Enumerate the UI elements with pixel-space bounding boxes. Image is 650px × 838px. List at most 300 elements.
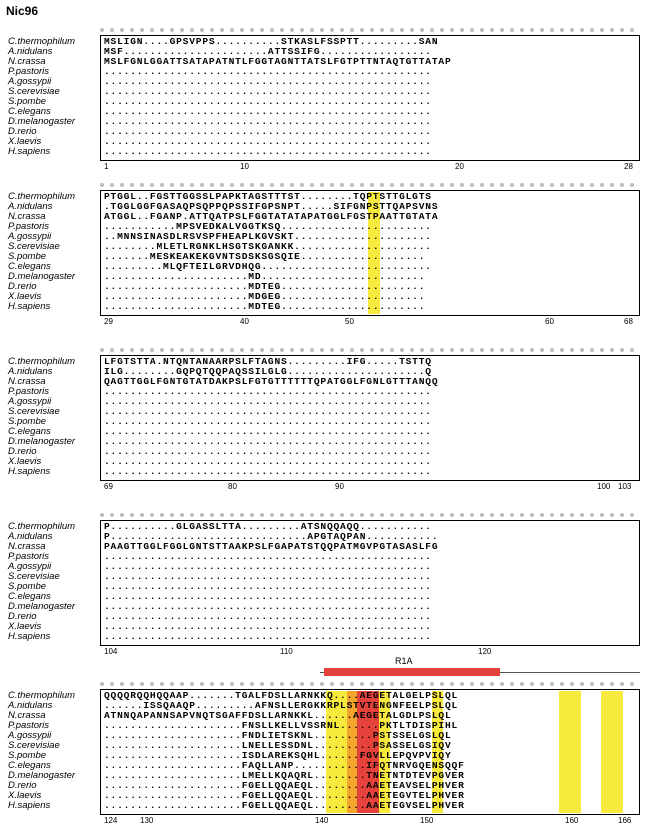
sequence-row: .................................................. — [104, 127, 432, 137]
conservation-dot — [270, 183, 274, 187]
sequence-row: .................................................. — [104, 117, 432, 127]
alignment-block — [0, 656, 650, 830]
conservation-dot — [240, 28, 244, 32]
conservation-dot — [120, 513, 124, 517]
conservation-dot — [620, 28, 624, 32]
ruler-tick-label: 69 — [104, 482, 113, 491]
sequence-row: LFGTSTTA.NTQNTANAARPSLFTAGNS.........IFG.....TSTTQ — [104, 357, 432, 367]
conservation-dot — [350, 28, 354, 32]
conservation-dot — [580, 28, 584, 32]
conservation-dot — [130, 28, 134, 32]
conservation-dot — [550, 28, 554, 32]
sequence-row: PAAGTTGGLFGGLGNTSTTAAKPSLFGAPATSTQQPATMGVPGTASASLFG — [104, 542, 439, 552]
conservation-dot — [420, 28, 424, 32]
conservation-dot — [570, 513, 574, 517]
conservation-dot — [320, 682, 324, 686]
conservation-dot — [170, 682, 174, 686]
conservation-dot — [410, 183, 414, 187]
conservation-dot — [400, 513, 404, 517]
species-name: H.sapiens — [8, 466, 51, 477]
conservation-dot — [420, 682, 424, 686]
conservation-dot — [170, 28, 174, 32]
conservation-dot — [530, 682, 534, 686]
conservation-dot — [310, 513, 314, 517]
conservation-dot — [420, 183, 424, 187]
conservation-dot — [530, 348, 534, 352]
conservation-dot — [160, 348, 164, 352]
species-name: X.laevis — [8, 291, 42, 302]
conservation-dot — [250, 348, 254, 352]
ruler-tick-label: 100 — [597, 482, 611, 491]
conservation-dot — [310, 348, 314, 352]
conservation-dot — [320, 28, 324, 32]
sequence-row: .................................................. — [104, 632, 432, 642]
conservation-dot — [460, 183, 464, 187]
conservation-dot — [540, 348, 544, 352]
species-name: C.thermophilum — [8, 36, 76, 47]
conservation-dot — [590, 348, 594, 352]
species-name: C.elegans — [8, 106, 51, 117]
sequence-row: .................................................. — [104, 387, 432, 397]
conservation-dot — [330, 28, 334, 32]
conservation-dot — [460, 28, 464, 32]
conservation-dot — [530, 513, 534, 517]
conservation-dot — [380, 513, 384, 517]
conservation-dot — [490, 348, 494, 352]
species-name: C.elegans — [8, 261, 51, 272]
sequence-row: .....................FGELLQQAEQL........AAETEGVSELPHVER — [104, 801, 465, 811]
conservation-dot — [290, 183, 294, 187]
conservation-dot — [210, 513, 214, 517]
species-name: D.melanogaster — [8, 271, 76, 282]
conservation-dot — [430, 513, 434, 517]
species-name: X.laevis — [8, 456, 42, 467]
species-name: P.pastoris — [8, 66, 50, 77]
conservation-dot — [190, 28, 194, 32]
position-ruler — [100, 160, 640, 173]
species-name: D.rerio — [8, 611, 37, 622]
conservation-dot — [370, 28, 374, 32]
conservation-dot — [130, 682, 134, 686]
conservation-dot — [400, 682, 404, 686]
species-name: S.pombe — [8, 416, 47, 427]
conservation-dot — [580, 513, 584, 517]
conservation-dot — [270, 682, 274, 686]
conservation-dot — [400, 183, 404, 187]
sequence-row: .................................................. — [104, 592, 432, 602]
species-name: A.nidulans — [8, 366, 53, 377]
conservation-dot — [220, 183, 224, 187]
sequence-row: .................................................. — [104, 87, 432, 97]
conservation-dot — [270, 28, 274, 32]
conservation-dot — [270, 513, 274, 517]
conservation-dot — [460, 513, 464, 517]
conservation-dot — [150, 348, 154, 352]
conservation-dot — [140, 682, 144, 686]
conservation-dot — [260, 28, 264, 32]
species-name: H.sapiens — [8, 631, 51, 642]
conservation-dot — [130, 183, 134, 187]
conservation-dot — [330, 513, 334, 517]
conservation-dot — [400, 28, 404, 32]
conservation-dot — [470, 348, 474, 352]
species-name: S.cerevisiae — [8, 241, 60, 252]
conservation-dot — [300, 183, 304, 187]
conservation-dot — [500, 28, 504, 32]
conservation-dot — [200, 513, 204, 517]
conservation-dot — [580, 682, 584, 686]
species-name: C.elegans — [8, 591, 51, 602]
conservation-dot — [110, 682, 114, 686]
species-name: C.thermophilum — [8, 521, 76, 532]
conservation-dot — [440, 28, 444, 32]
conservation-dot — [180, 183, 184, 187]
figure-title: Nic96 — [6, 4, 39, 18]
species-name: H.sapiens — [8, 301, 51, 312]
species-name: H.sapiens — [8, 800, 51, 811]
conservation-dot — [150, 513, 154, 517]
conservation-dot — [350, 513, 354, 517]
conservation-dot — [480, 513, 484, 517]
alignment-block — [0, 348, 650, 508]
species-name: S.cerevisiae — [8, 571, 60, 582]
conservation-dot — [580, 183, 584, 187]
position-ruler — [100, 814, 640, 827]
ruler-tick-label: 130 — [140, 816, 154, 825]
sequence-row: .................................................. — [104, 622, 432, 632]
conservation-dot — [160, 513, 164, 517]
region-label-r1a: R1A — [395, 656, 413, 666]
conservation-dot — [260, 348, 264, 352]
sequence-row: ........MLETLRGNKLHSGTSKGANKK..................... — [104, 242, 432, 252]
conservation-dot — [410, 513, 414, 517]
species-name: N.crassa — [8, 376, 46, 387]
position-ruler — [100, 645, 640, 658]
sequence-row: .......MESKEAKEKGVNTSDSKSGSQIE................... — [104, 252, 426, 262]
species-name: D.rerio — [8, 780, 37, 791]
conservation-dot — [240, 348, 244, 352]
conservation-dot — [120, 348, 124, 352]
species-name: D.melanogaster — [8, 116, 76, 127]
conservation-dot — [210, 28, 214, 32]
conservation-dot — [590, 183, 594, 187]
ruler-tick-label: 166 — [618, 816, 632, 825]
conservation-dot — [260, 682, 264, 686]
conservation-dot — [110, 183, 114, 187]
ruler-tick-label: 20 — [455, 162, 464, 171]
conservation-dot — [190, 682, 194, 686]
conservation-dot — [630, 682, 634, 686]
conservation-dot — [360, 682, 364, 686]
conservation-dot — [380, 183, 384, 187]
conservation-dot — [300, 513, 304, 517]
conservation-dot — [560, 682, 564, 686]
sequence-row: .................................................. — [104, 612, 432, 622]
conservation-dot — [550, 348, 554, 352]
alignment-block — [0, 183, 650, 343]
conservation-dot — [260, 513, 264, 517]
conservation-dot — [620, 513, 624, 517]
conservation-dot — [470, 28, 474, 32]
conservation-dot — [570, 28, 574, 32]
conservation-dot — [230, 183, 234, 187]
species-name: S.pombe — [8, 251, 47, 262]
conservation-dot — [450, 183, 454, 187]
species-name: N.crassa — [8, 541, 46, 552]
conservation-dot — [610, 183, 614, 187]
conservation-dot — [530, 183, 534, 187]
conservation-dot — [310, 183, 314, 187]
conservation-dot — [120, 682, 124, 686]
conservation-dot — [410, 682, 414, 686]
sequence-row: .................................................. — [104, 552, 432, 562]
conservation-dot — [560, 513, 564, 517]
ruler-tick-label: 110 — [280, 647, 293, 656]
conservation-dot — [220, 682, 224, 686]
conservation-dot — [480, 183, 484, 187]
conservation-dot — [430, 348, 434, 352]
conservation-dot — [100, 682, 104, 686]
conservation-dot-row — [100, 348, 640, 352]
species-name: P.pastoris — [8, 386, 50, 397]
conservation-dot — [170, 348, 174, 352]
region-bar-r1a — [324, 668, 500, 676]
sequence-row: .........MLQFTEILGRVDHQG.......................... — [104, 262, 432, 272]
conservation-dot — [540, 682, 544, 686]
conservation-dot — [280, 28, 284, 32]
conservation-dot — [140, 183, 144, 187]
conservation-dot — [360, 348, 364, 352]
sequence-row: P..............................APGTAQPAN........... — [104, 532, 439, 542]
sequence-row: .................................................. — [104, 562, 432, 572]
conservation-dot — [300, 348, 304, 352]
conservation-dot — [540, 28, 544, 32]
conservation-dot — [510, 513, 514, 517]
conservation-dot — [390, 28, 394, 32]
species-name: N.crassa — [8, 56, 46, 67]
species-name: C.thermophilum — [8, 356, 76, 367]
conservation-dot — [240, 682, 244, 686]
conservation-dot — [510, 682, 514, 686]
sequence-row: .................................................. — [104, 467, 432, 477]
conservation-dot — [270, 348, 274, 352]
conservation-dot — [590, 513, 594, 517]
conservation-dot-row — [100, 682, 640, 686]
conservation-dot — [140, 348, 144, 352]
sequence-row: .....................FGELLQQAEQL........AAETEAVSELPHVER — [104, 781, 465, 791]
sequence-row: ......................MDGEG...................... — [104, 292, 426, 302]
conservation-dot — [330, 183, 334, 187]
sequence-row: .....................FAQLLANP...........IFQTNRVGQENSQQF — [104, 761, 465, 771]
species-name: A.nidulans — [8, 201, 53, 212]
conservation-dot — [450, 513, 454, 517]
sequence-row: .TGGLGGFGASAQPSQPPQPSSIFGPSNPT.....SIFGNPSTTQAPSVNS — [104, 202, 439, 212]
conservation-dot — [180, 513, 184, 517]
conservation-dot — [580, 348, 584, 352]
ruler-tick-label: 150 — [420, 816, 434, 825]
species-name: C.thermophilum — [8, 690, 76, 701]
conservation-dot — [390, 682, 394, 686]
conservation-dot — [470, 183, 474, 187]
ruler-tick-label: 10 — [240, 162, 249, 171]
conservation-dot — [520, 513, 524, 517]
conservation-dot — [530, 28, 534, 32]
conservation-dot — [340, 682, 344, 686]
ruler-tick-label: 104 — [104, 647, 118, 656]
conservation-dot — [200, 183, 204, 187]
conservation-dot — [190, 348, 194, 352]
conservation-dot — [390, 513, 394, 517]
conservation-dot — [610, 513, 614, 517]
conservation-dot — [560, 348, 564, 352]
conservation-dot — [460, 348, 464, 352]
ruler-tick-label: 124 — [104, 816, 118, 825]
sequence-row: .....................FNSLLKELLVSSRNL......PKTLTDISPIHL — [104, 721, 459, 731]
conservation-dot — [220, 28, 224, 32]
sequence-row: ...........MPSVEDKALVGGTKSQ....................... — [104, 222, 432, 232]
conservation-dot — [260, 183, 264, 187]
sequence-row: PTGGL..FGSTTGGSSLPAPKTAGSTTTST........TQPTSTTGLGTS — [104, 192, 432, 202]
sequence-row: .................................................. — [104, 457, 432, 467]
conservation-dot — [520, 183, 524, 187]
species-name: A.gossypii — [8, 730, 52, 741]
conservation-dot — [420, 348, 424, 352]
sequence-row: ......................MDTEG...................... — [104, 282, 426, 292]
conservation-dot — [410, 28, 414, 32]
conservation-dot — [520, 682, 524, 686]
species-name: D.melanogaster — [8, 770, 76, 781]
conservation-dot — [440, 682, 444, 686]
conservation-dot — [420, 513, 424, 517]
conservation-dot — [150, 183, 154, 187]
conservation-dot — [200, 28, 204, 32]
conservation-dot — [630, 513, 634, 517]
conservation-dot — [390, 183, 394, 187]
conservation-dot — [600, 348, 604, 352]
species-name: P.pastoris — [8, 551, 50, 562]
conservation-dot — [540, 183, 544, 187]
conservation-dot — [180, 28, 184, 32]
conservation-dot — [180, 682, 184, 686]
sequence-row: .................................................. — [104, 407, 432, 417]
conservation-dot — [510, 183, 514, 187]
conservation-dot — [190, 513, 194, 517]
conservation-dot — [440, 513, 444, 517]
conservation-dot — [370, 682, 374, 686]
conservation-dot — [450, 28, 454, 32]
species-name: A.nidulans — [8, 700, 53, 711]
sequence-row: .....................FGELLQQAEQL........AAETEGVTELPHVER — [104, 791, 465, 801]
conservation-dot — [200, 348, 204, 352]
species-name: D.melanogaster — [8, 601, 76, 612]
conservation-dot — [330, 682, 334, 686]
species-name: C.elegans — [8, 760, 51, 771]
conservation-dot — [490, 513, 494, 517]
ruler-tick-label: 90 — [335, 482, 344, 491]
conservation-dot — [210, 348, 214, 352]
conservation-dot — [450, 348, 454, 352]
conservation-dot — [340, 183, 344, 187]
conservation-dot — [570, 183, 574, 187]
conservation-dot — [610, 682, 614, 686]
conservation-dot — [400, 348, 404, 352]
conservation-dot — [600, 682, 604, 686]
conservation-dot — [160, 183, 164, 187]
species-name: H.sapiens — [8, 146, 51, 157]
conservation-dot — [310, 682, 314, 686]
conservation-dot — [360, 513, 364, 517]
conservation-dot — [250, 513, 254, 517]
sequence-row: QQQQRQQHQQAAP.......TGALFDSLLARNKKQ....AEGETALGELPSLQL — [104, 691, 459, 701]
sequence-row: .....................LNELLESSDNL.........PSASSELGSIQV — [104, 741, 452, 751]
position-ruler — [100, 480, 640, 493]
conservation-dot — [500, 513, 504, 517]
conservation-dot — [490, 28, 494, 32]
sequence-row: .................................................. — [104, 582, 432, 592]
ruler-tick-label: 60 — [545, 317, 554, 326]
conservation-dot — [510, 28, 514, 32]
sequence-row: .................................................. — [104, 417, 432, 427]
conservation-dot — [110, 28, 114, 32]
conservation-dot — [600, 183, 604, 187]
sequence-row: .................................................. — [104, 397, 432, 407]
conservation-dot — [460, 682, 464, 686]
species-name: S.cerevisiae — [8, 406, 60, 417]
ruler-tick-label: 80 — [228, 482, 237, 491]
conservation-dot — [210, 682, 214, 686]
sequence-row: QAGTTGGLFGNTGTATDAKPSLFGTGTTTTTTQPATGGLFGNLGTTTANQQ — [104, 377, 439, 387]
conservation-dot — [210, 183, 214, 187]
ruler-tick-label: 1 — [104, 162, 109, 171]
conservation-dot — [140, 28, 144, 32]
conservation-dot — [280, 682, 284, 686]
conservation-dot — [490, 183, 494, 187]
sequence-row: .................................................. — [104, 107, 432, 117]
conservation-dot — [390, 348, 394, 352]
ruler-tick-label: 120 — [478, 647, 492, 656]
conservation-dot — [300, 28, 304, 32]
conservation-dot — [510, 348, 514, 352]
conservation-dot — [290, 513, 294, 517]
alignment-block — [0, 28, 650, 188]
conservation-dot — [320, 183, 324, 187]
conservation-dot — [250, 183, 254, 187]
conservation-dot — [410, 348, 414, 352]
species-name: A.gossypii — [8, 561, 52, 572]
conservation-dot — [100, 348, 104, 352]
position-ruler — [100, 315, 640, 328]
conservation-dot — [540, 513, 544, 517]
sequence-row: .................................................. — [104, 97, 432, 107]
conservation-dot-row — [100, 513, 640, 517]
conservation-dot — [560, 28, 564, 32]
conservation-dot — [480, 28, 484, 32]
species-name: C.thermophilum — [8, 191, 76, 202]
species-name: D.melanogaster — [8, 436, 76, 447]
sequence-row: ATGGL..FGANP.ATTQATPSLFGGTATATAPATGGLFGSTPAATTGTATA — [104, 212, 439, 222]
ruler-tick-label: 28 — [624, 162, 633, 171]
conservation-dot — [340, 513, 344, 517]
conservation-dot — [190, 183, 194, 187]
species-name: S.pombe — [8, 581, 47, 592]
conservation-dot — [250, 682, 254, 686]
conservation-dot — [520, 348, 524, 352]
conservation-dot-row — [100, 183, 640, 187]
species-name: P.pastoris — [8, 720, 50, 731]
sequence-row: ......................MDTEG...................... — [104, 302, 426, 312]
conservation-dot — [120, 28, 124, 32]
species-name: P.pastoris — [8, 221, 50, 232]
